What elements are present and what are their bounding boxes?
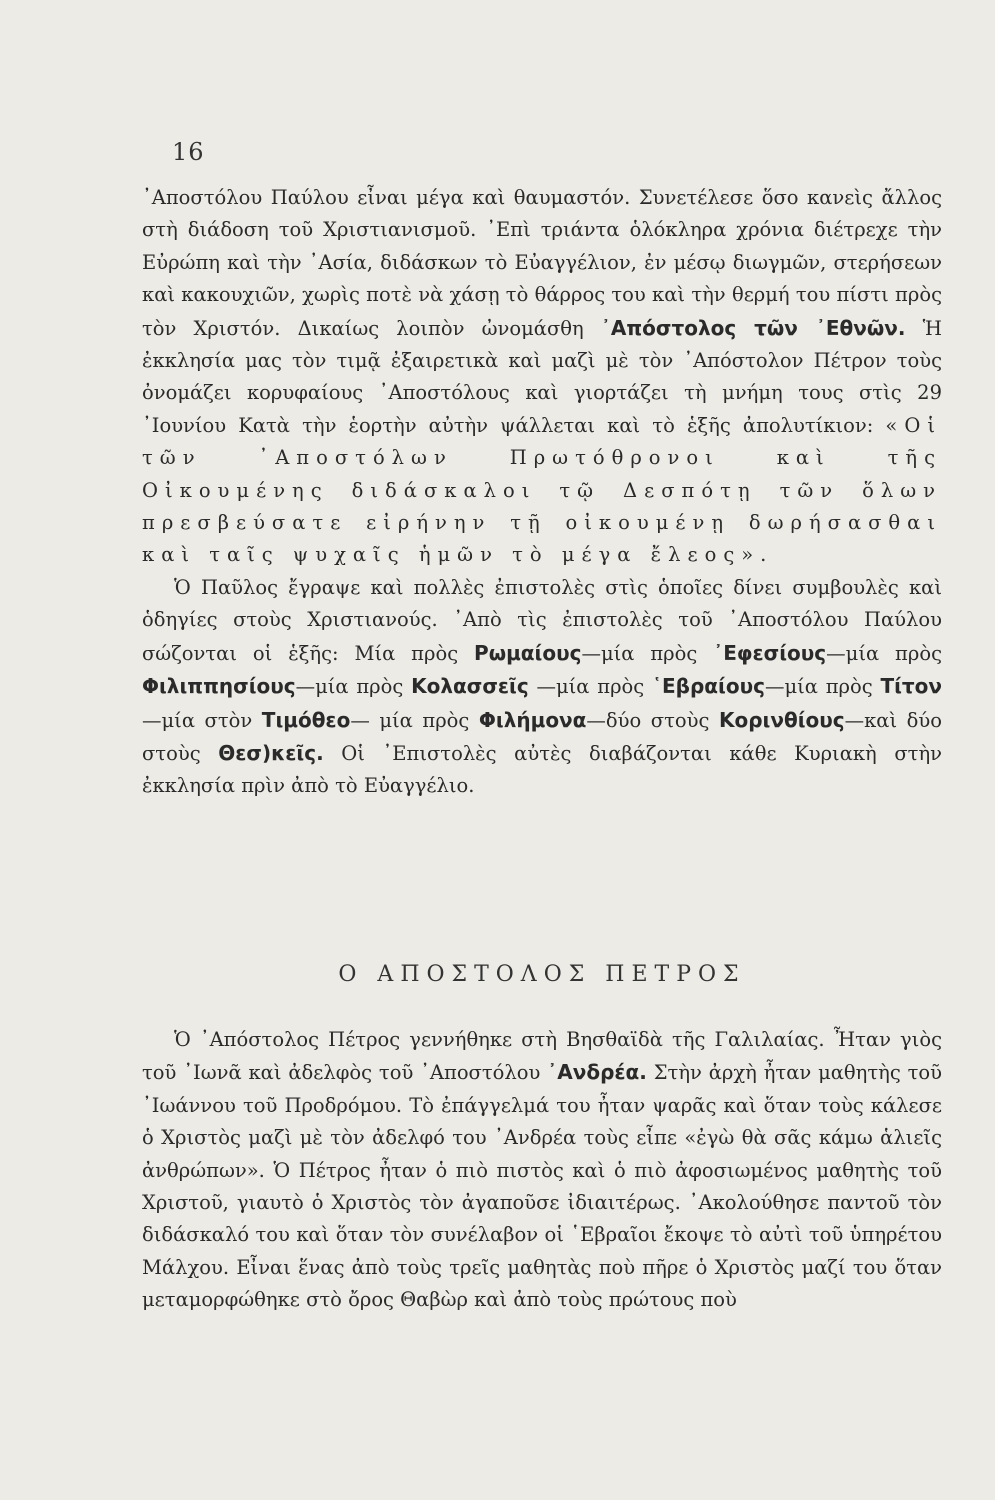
paragraph-text: —μία πρὸς (295, 675, 412, 699)
paragraph-text: —μία πρὸς (826, 641, 942, 665)
paragraph-text: Οἱ ᾿Επιστολὲς αὐτὲς διαβάζονται κάθε Κυριακὴ στὴν ἐκκλησία πρὶν ἀπὸ τὸ Εὐαγγέλιο. (142, 741, 942, 798)
epistle-philemon: Φιλήμονα (478, 707, 587, 732)
paragraph-peter-apostle (142, 1024, 942, 1317)
paragraph-text: Στὴν ἀρχὴ ἦταν μαθητὴς τοῦ ᾿Ιωάννου τοῦ Προδρόμου. Τὸ ἐπάγγελμά του ἦταν ψαρᾶς καὶ ὅταν τοὺς κάλεσε ὁ Χριστὸς μαζὶ μὲ τὸν ἀδελφό του ᾿Ανδρέα τοὺς εἶπε «ἐγὼ θὰ σᾶς κάμω ἁλιεῖς ἀνθρώπων». Ὁ Πέτρος ἦταν ὁ πιὸ πιστὸς καὶ ὁ πιὸ ἀφοσιωμένος μαθητὴς τοῦ Χριστοῦ, γιαυτὸ ὁ Χριστὸς τὸν ἀγαποῦσε ἰδιαιτέρως. ᾿Ακολούθησε παντοῦ τὸν διδάσκαλό του καὶ ὅταν τὸν συνέλαβον οἱ ῾Εβραῖοι ἔκοψε τὸ αὐτὶ τοῦ ὑπηρέτου Μάλχου. Εἶναι ἕνας ἀπὸ τοὺς τρεῖς μαθητὰς ποὺ πῆρε ὁ Χριστὸς μαζί του ὅταν μεταμορφώθηκε στὸ ὄρος Θαβὼρ καὶ ἀπὸ τοὺς πρώτους ποὺ (142, 1061, 942, 1312)
section-heading: Ο ΑΠΟΣΤΟΛΟΣ ΠΕΤΡΟΣ (338, 962, 746, 987)
paragraph-text: —καὶ δύο στοὺς (142, 708, 942, 765)
emphasis-apostle-of-nations: ᾿Απόστολος τῶν ᾿Εθνῶν. (600, 315, 906, 340)
epistle-ephesians: ᾿Εφεσίους (713, 640, 827, 665)
apolytikion-hymn: «Οἱ τῶν ᾿Αποστόλων Πρωτόθρονοι καὶ τῆς Οἰκουμένης διδάσκαλοι τῷ Δεσπότῃ τῶν ὅλων πρεσβεύσατε εἰρήνην τῇ οἰκουμένῃ δωρήσασθαι καὶ ταῖς ψυχαῖς ἡμῶν τὸ μέγα ἔλεος». (142, 413, 942, 567)
paragraph-epistles (142, 572, 942, 803)
epistle-colossians: Κολασσεῖς (411, 674, 529, 699)
paragraph-text: —μία πρὸς (528, 675, 652, 699)
paragraph-paul-apostle (142, 182, 942, 803)
epistle-corinthians: Κορινθίους (718, 707, 845, 732)
paragraph-text: ᾿Αποστόλου Παύλου εἶναι μέγα καὶ θαυμαστόν. Συνετέλεσε ὅσο κανεὶς ἄλλος στὴ διάδοση τοῦ Χριστιανισμοῦ. ᾿Επὶ τριάντα ὁλόκληρα χρόνια διέτρεχε τὴν Εὐρώπη καὶ τὴν ᾿Ασία, διδάσκων τὸ Εὐαγγέλιον, ἐν μέσῳ διωγμῶν, στερήσεων καὶ κακουχιῶν, χωρὶς ποτὲ νὰ χάσῃ τὸ θάρρος του καὶ τὴν θερμή του πίστι πρὸς τὸν Χριστόν. Δικαίως λοιπὸν ὠνομάσθη (142, 186, 942, 340)
paragraph-text: — μία πρὸς (350, 708, 479, 732)
paragraph-text: Ὁ ᾿Απόστολος Πέτρος γεννήθηκε στὴ Βησθαϊδὰ τῆς Γαλιλαίας. Ἦταν γιὸς τοῦ ᾿Ιωνᾶ καὶ ἀδελφὸς τοῦ ᾿Αποστόλου (142, 1028, 942, 1085)
paragraph-text: Ἡ ἐκκλησία μας τὸν τιμᾷ ἐξαιρετικὰ καὶ μαζὶ μὲ τὸν ᾿Απόστολον Πέτρον τοὺς ὀνομάζει κορυφαίους ᾿Αποστόλους καὶ γιορτάζει τὴ μνήμη τους στὶς 29 ᾿Ιουνίου Κατὰ τὴν ἑορτὴν αὐτὴν ψάλλεται καὶ τὸ ἑξῆς ἀπολυτίκιον: (142, 316, 942, 437)
paragraph-text: —μία πρὸς (581, 641, 714, 665)
page-number: 16 (172, 138, 205, 166)
epistle-hebrews: ῾Εβραίους (652, 674, 765, 699)
epistle-timothy: Τιμόθεο (261, 707, 351, 732)
epistle-romans: Ρωμαίους (474, 640, 582, 665)
epistle-philippians: Φιλιππησίους (142, 674, 296, 699)
paragraph-text: —δύο στοὺς (586, 708, 719, 732)
emphasis-andrew: ᾿Ανδρέα. (547, 1060, 647, 1085)
paragraph-text: —μία πρὸς (764, 675, 881, 699)
paragraph-text: Ὁ Παῦλος ἔγραψε καὶ πολλὲς ἐπιστολὲς στὶς ὁποῖες δίνει συμβουλὲς καὶ ὁδηγίες στοὺς Χριστιανούς. ᾿Απὸ τὶς ἐπιστολὲς τοῦ ᾿Αποστόλου Παύλου σώζονται οἱ ἑξῆς: Μία πρὸς (142, 575, 942, 665)
epistle-thessalonians: Θεσ)κεῖς. (218, 740, 324, 765)
paragraph-text: —μία στὸν (142, 708, 262, 732)
epistle-titus: Τίτον (880, 674, 943, 699)
